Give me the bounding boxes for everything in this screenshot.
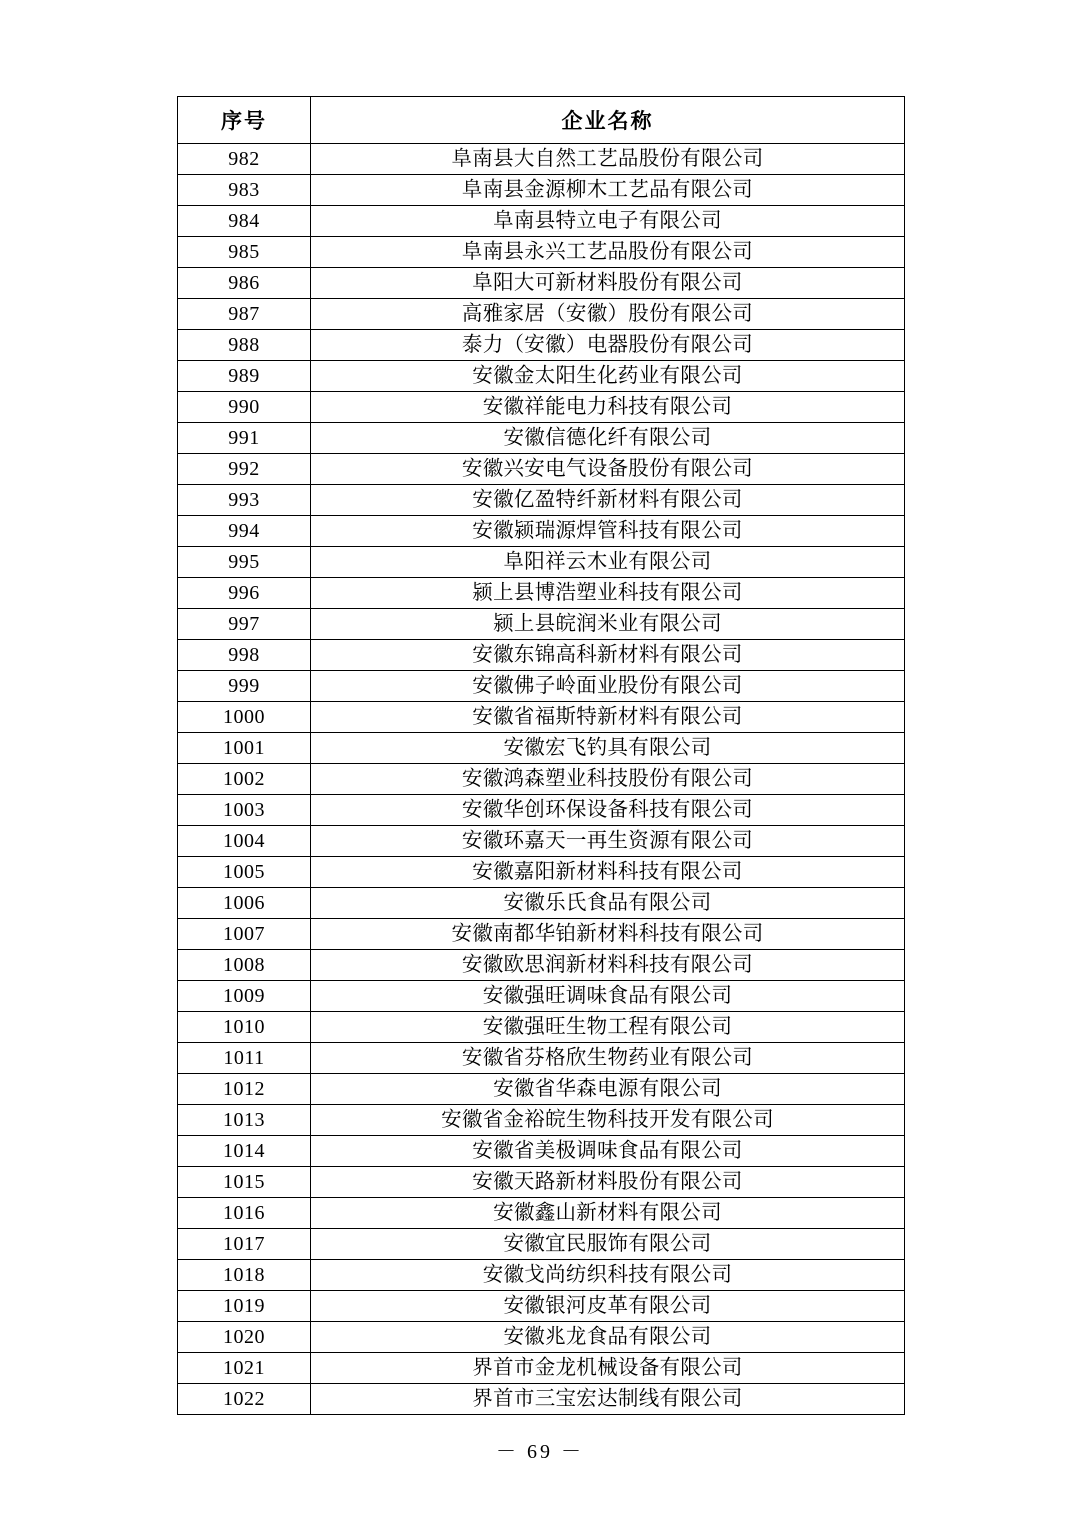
cell-enterprise-name: 阜阳祥云木业有限公司 bbox=[311, 547, 905, 578]
cell-sequence: 1003 bbox=[178, 795, 311, 826]
cell-enterprise-name: 安徽强旺生物工程有限公司 bbox=[311, 1012, 905, 1043]
enterprise-table-container bbox=[177, 96, 904, 1415]
table-row bbox=[178, 1167, 905, 1198]
cell-enterprise-name: 界首市金龙机械设备有限公司 bbox=[311, 1353, 905, 1384]
cell-sequence: 1004 bbox=[178, 826, 311, 857]
table-row bbox=[178, 950, 905, 981]
cell-enterprise-name: 安徽省金裕皖生物科技开发有限公司 bbox=[311, 1105, 905, 1136]
table-row bbox=[178, 1353, 905, 1384]
table-row bbox=[178, 547, 905, 578]
table-row bbox=[178, 516, 905, 547]
cell-sequence: 1016 bbox=[178, 1198, 311, 1229]
table-row bbox=[178, 1105, 905, 1136]
cell-enterprise-name: 安徽省美极调味食品有限公司 bbox=[311, 1136, 905, 1167]
page-number: － 69 － bbox=[496, 1441, 584, 1463]
cell-enterprise-name: 安徽祥能电力科技有限公司 bbox=[311, 392, 905, 423]
table-row bbox=[178, 1012, 905, 1043]
table-row bbox=[178, 826, 905, 857]
cell-sequence: 982 bbox=[178, 144, 311, 175]
table-row bbox=[178, 485, 905, 516]
cell-enterprise-name: 安徽嘉阳新材料科技有限公司 bbox=[311, 857, 905, 888]
cell-sequence: 999 bbox=[178, 671, 311, 702]
cell-sequence: 1000 bbox=[178, 702, 311, 733]
cell-sequence: 1007 bbox=[178, 919, 311, 950]
cell-enterprise-name: 阜南县特立电子有限公司 bbox=[311, 206, 905, 237]
table-row bbox=[178, 919, 905, 950]
table-row bbox=[178, 1043, 905, 1074]
table-row bbox=[178, 237, 905, 268]
table-row bbox=[178, 609, 905, 640]
cell-sequence: 1005 bbox=[178, 857, 311, 888]
table-row bbox=[178, 578, 905, 609]
table-row bbox=[178, 268, 905, 299]
table-row bbox=[178, 361, 905, 392]
cell-enterprise-name: 安徽佛子岭面业股份有限公司 bbox=[311, 671, 905, 702]
table-row bbox=[178, 392, 905, 423]
cell-sequence: 987 bbox=[178, 299, 311, 330]
cell-sequence: 1002 bbox=[178, 764, 311, 795]
cell-sequence: 1022 bbox=[178, 1384, 311, 1415]
cell-sequence: 1013 bbox=[178, 1105, 311, 1136]
cell-sequence: 992 bbox=[178, 454, 311, 485]
cell-enterprise-name: 阜南县金源柳木工艺品有限公司 bbox=[311, 175, 905, 206]
table-row bbox=[178, 795, 905, 826]
cell-enterprise-name: 安徽鸿森塑业科技股份有限公司 bbox=[311, 764, 905, 795]
cell-sequence: 986 bbox=[178, 268, 311, 299]
table-row bbox=[178, 454, 905, 485]
table-header bbox=[178, 97, 905, 144]
cell-sequence: 985 bbox=[178, 237, 311, 268]
cell-sequence: 993 bbox=[178, 485, 311, 516]
cell-enterprise-name: 界首市三宝宏达制线有限公司 bbox=[311, 1384, 905, 1415]
table-row bbox=[178, 857, 905, 888]
cell-enterprise-name: 阜南县大自然工艺品股份有限公司 bbox=[311, 144, 905, 175]
cell-sequence: 1017 bbox=[178, 1229, 311, 1260]
cell-sequence: 989 bbox=[178, 361, 311, 392]
column-header-enterprise-name: 企业名称 bbox=[311, 97, 905, 144]
table-row bbox=[178, 733, 905, 764]
table-row bbox=[178, 175, 905, 206]
cell-sequence: 1010 bbox=[178, 1012, 311, 1043]
table-row bbox=[178, 1229, 905, 1260]
table-row bbox=[178, 299, 905, 330]
cell-enterprise-name: 安徽欧思润新材料科技有限公司 bbox=[311, 950, 905, 981]
table-row bbox=[178, 1198, 905, 1229]
cell-enterprise-name: 安徽东锦高科新材料有限公司 bbox=[311, 640, 905, 671]
cell-enterprise-name: 安徽天路新材料股份有限公司 bbox=[311, 1167, 905, 1198]
cell-sequence: 1020 bbox=[178, 1322, 311, 1353]
cell-sequence: 984 bbox=[178, 206, 311, 237]
cell-sequence: 1009 bbox=[178, 981, 311, 1012]
cell-sequence: 988 bbox=[178, 330, 311, 361]
cell-enterprise-name: 安徽宜民服饰有限公司 bbox=[311, 1229, 905, 1260]
table-row bbox=[178, 1074, 905, 1105]
cell-sequence: 995 bbox=[178, 547, 311, 578]
cell-sequence: 983 bbox=[178, 175, 311, 206]
cell-sequence: 991 bbox=[178, 423, 311, 454]
cell-sequence: 998 bbox=[178, 640, 311, 671]
table-row bbox=[178, 330, 905, 361]
table-row bbox=[178, 144, 905, 175]
cell-enterprise-name: 安徽兆龙食品有限公司 bbox=[311, 1322, 905, 1353]
cell-sequence: 1001 bbox=[178, 733, 311, 764]
cell-enterprise-name: 安徽环嘉天一再生资源有限公司 bbox=[311, 826, 905, 857]
cell-enterprise-name: 安徽省福斯特新材料有限公司 bbox=[311, 702, 905, 733]
table-header-row bbox=[178, 97, 905, 144]
enterprise-table bbox=[177, 96, 905, 1415]
cell-enterprise-name: 安徽戈尚纺织科技有限公司 bbox=[311, 1260, 905, 1291]
cell-enterprise-name: 颍上县皖润米业有限公司 bbox=[311, 609, 905, 640]
cell-enterprise-name: 安徽华创环保设备科技有限公司 bbox=[311, 795, 905, 826]
table-row bbox=[178, 702, 905, 733]
table-row bbox=[178, 640, 905, 671]
cell-sequence: 1012 bbox=[178, 1074, 311, 1105]
table-row bbox=[178, 1384, 905, 1415]
table-row bbox=[178, 206, 905, 237]
cell-enterprise-name: 安徽南都华铂新材料科技有限公司 bbox=[311, 919, 905, 950]
cell-sequence: 1015 bbox=[178, 1167, 311, 1198]
cell-sequence: 1014 bbox=[178, 1136, 311, 1167]
cell-enterprise-name: 泰力（安徽）电器股份有限公司 bbox=[311, 330, 905, 361]
cell-enterprise-name: 安徽乐氏食品有限公司 bbox=[311, 888, 905, 919]
column-header-sequence: 序号 bbox=[178, 97, 311, 144]
table-row bbox=[178, 1322, 905, 1353]
table-row bbox=[178, 888, 905, 919]
cell-sequence: 1011 bbox=[178, 1043, 311, 1074]
table-body bbox=[178, 144, 905, 1415]
table-row bbox=[178, 1136, 905, 1167]
table-row bbox=[178, 423, 905, 454]
table-row bbox=[178, 671, 905, 702]
cell-sequence: 996 bbox=[178, 578, 311, 609]
cell-sequence: 990 bbox=[178, 392, 311, 423]
cell-enterprise-name: 阜南县永兴工艺品股份有限公司 bbox=[311, 237, 905, 268]
cell-sequence: 1019 bbox=[178, 1291, 311, 1322]
cell-sequence: 1021 bbox=[178, 1353, 311, 1384]
cell-sequence: 1006 bbox=[178, 888, 311, 919]
table-row bbox=[178, 1260, 905, 1291]
table-row bbox=[178, 764, 905, 795]
cell-enterprise-name: 安徽兴安电气设备股份有限公司 bbox=[311, 454, 905, 485]
cell-sequence: 1008 bbox=[178, 950, 311, 981]
cell-sequence: 997 bbox=[178, 609, 311, 640]
cell-enterprise-name: 安徽宏飞钓具有限公司 bbox=[311, 733, 905, 764]
table-row bbox=[178, 1291, 905, 1322]
cell-enterprise-name: 安徽颍瑞源焊管科技有限公司 bbox=[311, 516, 905, 547]
cell-enterprise-name: 阜阳大可新材料股份有限公司 bbox=[311, 268, 905, 299]
cell-enterprise-name: 安徽亿盈特纤新材料有限公司 bbox=[311, 485, 905, 516]
cell-enterprise-name: 安徽省芬格欣生物药业有限公司 bbox=[311, 1043, 905, 1074]
cell-enterprise-name: 安徽省华森电源有限公司 bbox=[311, 1074, 905, 1105]
cell-enterprise-name: 高雅家居（安徽）股份有限公司 bbox=[311, 299, 905, 330]
cell-enterprise-name: 安徽金太阳生化药业有限公司 bbox=[311, 361, 905, 392]
table-row bbox=[178, 981, 905, 1012]
cell-sequence: 994 bbox=[178, 516, 311, 547]
cell-enterprise-name: 安徽鑫山新材料有限公司 bbox=[311, 1198, 905, 1229]
cell-enterprise-name: 颍上县博浩塑业科技有限公司 bbox=[311, 578, 905, 609]
cell-enterprise-name: 安徽强旺调味食品有限公司 bbox=[311, 981, 905, 1012]
cell-enterprise-name: 安徽信德化纤有限公司 bbox=[311, 423, 905, 454]
cell-sequence: 1018 bbox=[178, 1260, 311, 1291]
cell-enterprise-name: 安徽银河皮革有限公司 bbox=[311, 1291, 905, 1322]
